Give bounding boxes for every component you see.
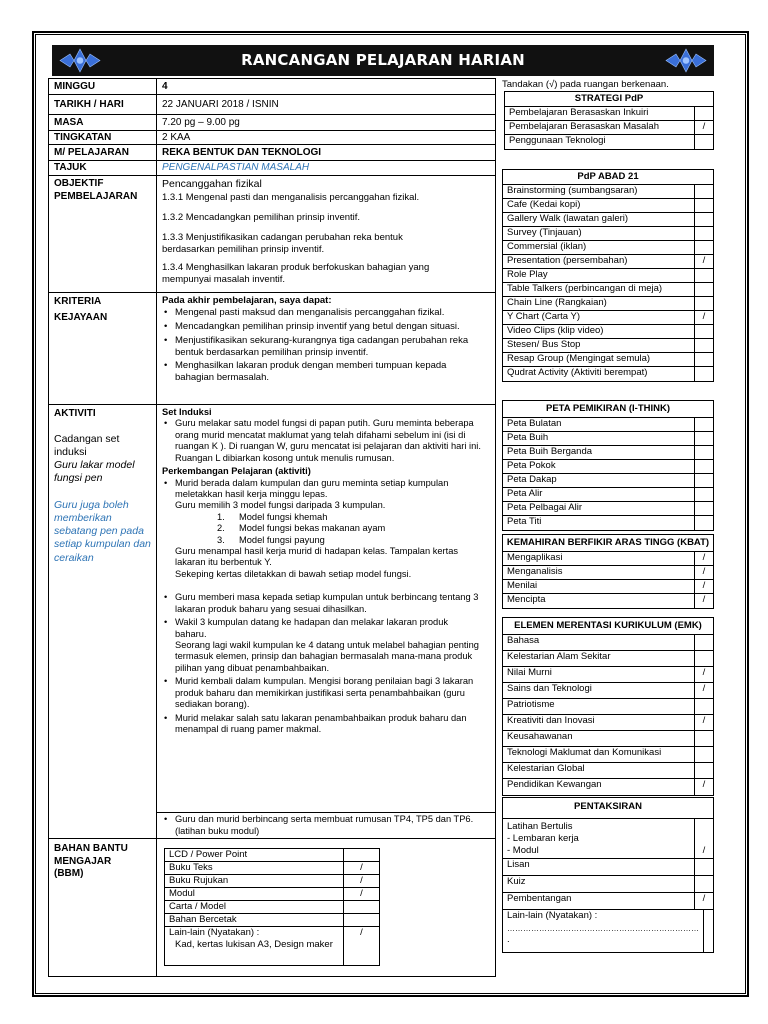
activity-text: Seorang lagi wakil kumpulan ke 4 datang untuk melabel bahagian penting termasuk elemen, prinsip dan bahagian bermasalah mana-mana produk pilihan yang dibuat penambahbaikan.	[175, 640, 479, 673]
ithink-title: PETA PEMIKIRAN (I-THINK)	[503, 401, 713, 418]
emk-mark	[695, 763, 713, 778]
emk-item: Nilai Murni	[503, 667, 695, 682]
label-bbm-1: BAHAN BANTU	[54, 843, 128, 854]
kbat-mark: /	[702, 565, 706, 577]
bbm-mark	[344, 914, 379, 926]
abad21-mark	[695, 325, 713, 338]
ithink-mark	[695, 418, 713, 431]
label-objektif-2: PEMBELAJARAN	[54, 190, 138, 202]
value-minggu: 4	[162, 81, 168, 92]
value-tarikh: 22 JANUARI 2018 / ISNIN	[162, 99, 279, 110]
cadangan-italic: Guru lakar model fungsi pen	[54, 458, 135, 484]
ithink-row	[503, 460, 713, 474]
ithink-mark	[695, 432, 713, 445]
ithink-mark	[695, 516, 713, 530]
label-bbm-2: MENGAJAR	[54, 855, 112, 867]
bbm-mark: /	[360, 927, 363, 938]
kbat-row	[503, 580, 713, 594]
bbm-lain-label: Lain-lain (Nyatakan) :	[169, 927, 260, 938]
abad21-mark	[695, 353, 713, 366]
abad21-mark	[695, 367, 713, 381]
model-list	[175, 512, 482, 546]
ithink-item: Peta Bulatan	[503, 418, 695, 431]
abad21-row	[503, 241, 713, 255]
bbm-item: Buku Rujukan	[165, 875, 344, 887]
label-bbm-3: (BBM)	[54, 868, 84, 879]
bbm-item: Bahan Bercetak	[165, 914, 344, 926]
emk-mark: /	[702, 714, 706, 726]
label-bbm	[49, 839, 157, 976]
abad21-item: Chain Line (Rangkaian)	[503, 297, 695, 310]
kbat-item: Menganalisis	[503, 566, 695, 579]
abad21-row	[503, 283, 713, 297]
abad21-row	[503, 297, 713, 311]
bbm-row	[165, 901, 379, 914]
emk-title: ELEMEN MERENTASI KURIKULUM (EMK)	[503, 618, 713, 635]
pentaksiran-title: PENTAKSIRAN	[503, 798, 713, 819]
pentaksiran-mark	[695, 876, 713, 892]
pentaksiran-row	[503, 876, 713, 893]
page-title: RANCANGAN PELAJARAN HARIAN	[241, 51, 525, 70]
label-aktiviti-title: AKTIVITI	[54, 408, 96, 419]
value-masa: 7.20 pg – 9.00 pg	[162, 117, 240, 128]
emk-row	[503, 651, 713, 667]
perkembangan-heading: Perkembangan Pelajaran (aktiviti)	[162, 466, 311, 477]
kbat-row	[503, 552, 713, 566]
model-number: 3.	[217, 534, 225, 545]
activity-text: • Wakil 3 kumpulan datang ke hadapan dan melakar lakaran produk baharu.	[175, 617, 449, 639]
abad21-row	[503, 269, 713, 283]
ithink-row	[503, 418, 713, 432]
emk-row	[503, 667, 713, 683]
label-minggu: MINGGU	[49, 79, 157, 94]
ithink-row	[503, 432, 713, 446]
pentaksiran-item: Pembentangan	[503, 893, 695, 909]
activity-text: Guru memilih 3 model fungsi daripada 3 kumpulan.	[175, 500, 386, 511]
value-tajuk: PENGENALPASTIAN MASALAH	[162, 162, 310, 173]
abad21-item: Stesen/ Bus Stop	[503, 339, 695, 352]
label-tajuk: TAJUK	[49, 161, 157, 175]
label-tarikh: TARIKH / HARI	[49, 95, 157, 114]
emk-mark: /	[702, 778, 706, 790]
kbat-mark: /	[702, 593, 706, 605]
emk-item: Patriotisme	[503, 699, 695, 714]
pentaksiran-row	[503, 893, 713, 910]
ithink-item: Peta Buih	[503, 432, 695, 445]
label-kriteria	[49, 293, 157, 404]
row-objektif	[49, 176, 495, 293]
strategi-title: STRATEGI PdP	[505, 92, 713, 107]
abad21-row	[503, 199, 713, 213]
label-objektif	[49, 176, 157, 292]
bbm-item: LCD / Power Point	[165, 849, 344, 861]
set-induksi-heading: Set Induksi	[162, 407, 212, 417]
lain-dot: .	[507, 933, 510, 945]
bbm-item: Modul	[165, 888, 344, 900]
abad21-item: Y Chart (Carta Y)	[503, 311, 695, 324]
emk-mark	[695, 747, 713, 762]
bbm-mark: /	[360, 875, 363, 886]
ithink-mark	[695, 488, 713, 501]
row-masa	[49, 115, 495, 131]
instruction-note: Tandakan (√) pada ruangan berkenaan.	[502, 79, 669, 90]
strategi-mark	[695, 107, 713, 120]
lesson-table	[48, 78, 496, 977]
kriteria-content	[157, 293, 495, 404]
emk-item: Bahasa	[503, 635, 695, 650]
ithink-item: Peta Buih Berganda	[503, 446, 695, 459]
strategi-mark: /	[702, 120, 706, 132]
kbat-item: Mencipta	[503, 594, 695, 608]
pentaksiran-table	[502, 797, 714, 953]
abad21-item: Table Talkers (perbincangan di meja)	[503, 283, 695, 296]
row-tajuk	[49, 161, 495, 176]
model-label: Model fungsi payung	[239, 534, 325, 545]
abad21-mark	[695, 199, 713, 212]
model-item	[217, 523, 482, 534]
abad21-mark	[695, 283, 713, 296]
pentaksiran-mark: /	[702, 845, 706, 856]
ithink-row	[503, 474, 713, 488]
ithink-table	[502, 400, 714, 531]
ornament-icon	[662, 47, 710, 74]
kbat-item: Menilai	[503, 580, 695, 593]
abad21-item: Brainstorming (sumbangsaran)	[503, 185, 695, 198]
value-tingkatan: 2 KAA	[162, 132, 191, 143]
abad21-item: Survey (Tinjauan)	[503, 227, 695, 240]
strategi-mark	[695, 135, 713, 149]
pentaksiran-row	[503, 819, 713, 859]
abad21-item: Commersial (iklan)	[503, 241, 695, 254]
pentaksiran-mark: /	[702, 892, 706, 904]
abad21-mark	[695, 227, 713, 240]
abad21-row	[503, 353, 713, 367]
activity-item	[162, 617, 482, 674]
abad21-item: Role Play	[503, 269, 695, 282]
bbm-lain	[165, 927, 344, 965]
kbat-row	[503, 566, 713, 580]
kriteria-heading: Pada akhir pembelajaran, saya dapat:	[162, 295, 332, 306]
emk-row	[503, 763, 713, 779]
emk-table	[502, 617, 714, 796]
kbat-title: KEMAHIRAN BERFIKIR ARAS TINGG (KBAT)	[503, 535, 713, 552]
ithink-mark	[695, 446, 713, 459]
emk-item: Teknologi Maklumat dan Komunikasi	[503, 747, 695, 762]
abad21-table	[502, 169, 714, 382]
abad21-row	[503, 227, 713, 241]
row-tarikh	[49, 95, 495, 115]
lain-label: Lain-lain (Nyatakan) :	[507, 909, 598, 921]
bbm-table	[164, 848, 380, 966]
emk-item: Kreativiti dan Inovasi	[503, 715, 695, 730]
bbm-row	[165, 914, 379, 927]
kriteria-item: • Menghasilkan lakaran produk dengan memberi tumpuan kepada bahagian bermasalah.	[162, 360, 480, 384]
abad21-mark	[695, 185, 713, 198]
abad21-row	[503, 185, 713, 199]
model-item	[217, 512, 482, 523]
abad21-row	[503, 311, 713, 325]
abad21-item: Presentation (persembahan)	[503, 255, 695, 268]
emk-mark	[695, 731, 713, 746]
emk-row	[503, 747, 713, 763]
emk-item: Keusahawanan	[503, 731, 695, 746]
emk-row	[503, 635, 713, 651]
strategi-row	[505, 107, 713, 121]
label-masa: MASA	[49, 115, 157, 130]
activity-item: • Murid melakar salah satu lakaran penambahbaikan produk baharu dan menampal di ruang pamer makmal.	[162, 713, 482, 736]
emk-row	[503, 699, 713, 715]
aktiviti-content	[157, 405, 495, 838]
ornament-icon	[56, 47, 104, 74]
strategi-table	[504, 91, 714, 150]
activity-text: Sekeping kertas diletakkan di bawah setiap model fungsi.	[175, 568, 412, 579]
latihan-label: Latihan Bertulis	[507, 820, 573, 832]
kbat-mark: /	[702, 579, 706, 591]
ithink-item: Peta Dakap	[503, 474, 695, 487]
kbat-table	[502, 534, 714, 609]
objektif-item: 1.3.3 Menjustifikasikan cadangan perubahan reka bentuk berdasarkan pemilihan prinsip inventif.	[162, 231, 403, 255]
abad21-mark: /	[702, 310, 706, 322]
title-bar	[52, 45, 714, 76]
latihan-cell	[503, 819, 695, 858]
emk-item: Pendidikan Kewangan	[503, 779, 695, 795]
emk-mark	[695, 635, 713, 650]
label-kriteria-1: KRITERIA	[54, 296, 102, 307]
emk-row	[503, 779, 713, 795]
bbm-row	[165, 927, 379, 965]
activity-text: Guru menampal hasil kerja murid di hadapan kelas. Tampalan kertas lakaran itu berbentuk Y.	[175, 546, 459, 568]
bbm-row	[165, 849, 379, 862]
abad21-mark	[695, 213, 713, 226]
bbm-mark: /	[360, 862, 363, 873]
abad21-item: Cafe (Kedai kopi)	[503, 199, 695, 212]
pentaksiran-item: Kuiz	[503, 876, 695, 892]
abad21-item: Gallery Walk (lawatan galeri)	[503, 213, 695, 226]
abad21-mark	[695, 339, 713, 352]
model-number: 1.	[217, 511, 225, 522]
ithink-row	[503, 502, 713, 516]
ithink-mark	[695, 502, 713, 515]
bbm-row	[165, 888, 379, 901]
emk-item: Sains dan Teknologi	[503, 683, 695, 698]
label-tingkatan: TINGKATAN	[49, 131, 157, 144]
objektif-item: 1.3.1 Mengenal pasti dan menganalisis percanggahan fizikal.	[162, 192, 420, 204]
ithink-row	[503, 516, 713, 530]
row-pelajaran	[49, 145, 495, 161]
emk-mark: /	[702, 682, 706, 694]
emk-mark: /	[702, 666, 706, 678]
model-item	[217, 535, 482, 546]
abad21-mark: /	[702, 254, 706, 266]
abad21-item: Resap Group (Mengingat semula)	[503, 353, 695, 366]
row-aktiviti	[49, 405, 495, 839]
label-pelajaran: M/ PELAJARAN	[49, 145, 157, 160]
bbm-row	[165, 875, 379, 888]
activity-item	[162, 478, 482, 581]
abad21-mark	[695, 269, 713, 282]
objektif-content	[157, 176, 495, 292]
ithink-row	[503, 446, 713, 460]
strategi-row	[505, 135, 713, 149]
teacher-note: Guru juga boleh memberikan sebatang pen pada setiap kumpulan dan ceraikan	[54, 499, 151, 564]
abad21-row	[503, 367, 713, 381]
row-tingkatan	[49, 131, 495, 145]
activity-item: • Guru dan murid berbincang serta membuat rumusan TP4, TP5 dan TP6. (latihan buku modul)	[162, 814, 487, 837]
summary-row	[157, 812, 495, 839]
pentaksiran-row	[503, 859, 713, 876]
bbm-mark: /	[360, 888, 363, 899]
abad21-row	[503, 325, 713, 339]
ithink-mark	[695, 474, 713, 487]
activity-item: • Murid kembali dalam kumpulan. Mengisi borang penilaian bagi 3 lakaran produk baharu dan memikirkan justifikasi serta penambahbaikan (guru sediakan borang).	[162, 676, 482, 710]
kriteria-item: • Menjustifikasikan sekurang-kurangnya tiga cadangan perubahan reka bentuk berdasarkan pemilihan prinsip inventif.	[162, 335, 480, 359]
emk-row	[503, 715, 713, 731]
ithink-item: Peta Alir	[503, 488, 695, 501]
ithink-row	[503, 488, 713, 502]
bbm-row	[165, 862, 379, 875]
emk-row	[503, 731, 713, 747]
value-pelajaran: REKA BENTUK DAN TEKNOLOGI	[162, 147, 322, 158]
abad21-item: Qudrat Activity (Aktiviti berempat)	[503, 367, 695, 381]
abad21-mark	[695, 297, 713, 310]
row-minggu	[49, 79, 495, 95]
kriteria-item: • Mencadangkan pemilihan prinsip inventif yang betul dengan situasi.	[162, 321, 480, 333]
activity-item: • Guru memberi masa kepada setiap kumpulan untuk berbincang tentang 3 lakaran produk baharu yang sesuai dihasilkan.	[162, 592, 482, 615]
abad21-title: PdP ABAD 21	[503, 170, 713, 185]
kbat-mark: /	[702, 551, 706, 563]
abad21-item: Video Clips (klip video)	[503, 325, 695, 338]
cadangan-text: Cadangan set induksi	[54, 432, 120, 458]
row-kriteria	[49, 293, 495, 405]
modul-label: - Modul	[507, 844, 539, 856]
pentaksiran-row	[503, 910, 713, 952]
kbat-row	[503, 594, 713, 608]
lembaran-label: - Lembaran kerja	[507, 832, 579, 844]
bbm-item: Carta / Model	[165, 901, 344, 913]
kbat-item: Mengaplikasi	[503, 552, 695, 565]
strategi-item: Penggunaan Teknologi	[505, 135, 695, 149]
ithink-mark	[695, 460, 713, 473]
abad21-row	[503, 213, 713, 227]
objektif-item: 1.3.2 Mencadangkan pemilihan prinsip inventif.	[162, 212, 361, 223]
emk-item: Kelestarian Global	[503, 763, 695, 778]
activity-text: • Murid berada dalam kumpulan dan guru meminta setiap kumpulan meletakkan hasil kerja minggu lepas.	[175, 477, 449, 499]
bbm-mark	[344, 849, 379, 861]
emk-row	[503, 683, 713, 699]
label-objektif-1: OBJEKTIF	[54, 178, 104, 189]
objektif-item: 1.3.4 Menghasilkan lakaran produk berfokuskan bahagian yang mempunyai masalah inventif.	[162, 261, 430, 285]
bbm-lain-value: Kad, kertas lukisan A3, Design maker	[175, 938, 333, 950]
model-label: Model fungsi bekas makanan ayam	[239, 523, 386, 534]
strategi-item: Pembelajaran Berasaskan Inkuiri	[505, 107, 695, 120]
emk-mark	[695, 651, 713, 666]
label-kriteria-2: KEJAYAAN	[54, 311, 108, 323]
strategi-row	[505, 121, 713, 135]
bbm-item: Buku Teks	[165, 862, 344, 874]
objektif-heading: Pencanggahan fizikal	[162, 178, 262, 190]
model-label: Model fungsi khemah	[239, 511, 328, 522]
ithink-item: Peta Pokok	[503, 460, 695, 473]
label-aktiviti	[49, 405, 157, 838]
emk-item: Kelestarian Alam Sekitar	[503, 651, 695, 666]
lain-cell	[503, 910, 704, 952]
abad21-row	[503, 255, 713, 269]
strategi-item: Pembelajaran Berasaskan Masalah	[505, 121, 695, 134]
lain-dots: ………………………………………………………………	[507, 923, 699, 933]
abad21-mark	[695, 241, 713, 254]
ithink-item: Peta Pelbagai Alir	[503, 502, 695, 515]
ithink-item: Peta Titi	[503, 516, 695, 530]
emk-mark	[695, 699, 713, 714]
pentaksiran-mark	[695, 859, 713, 875]
set-induksi-text: • Guru melakar satu model fungsi di papan putih. Guru meminta beberapa orang murid mencatat maklumat yang telah difahami sebelum ini (isi di ruangan K ). Di ruangan W, guru mencatat isi pelajaran dan aktiviti hari ini. Ruangan L dibiarkan kosong untuk menulis rumusan.	[162, 418, 482, 464]
kriteria-item: • Mengenal pasti maksud dan menganalisis percanggahan fizikal.	[162, 307, 480, 319]
bbm-mark	[344, 901, 379, 913]
abad21-row	[503, 339, 713, 353]
model-number: 2.	[217, 523, 225, 534]
pentaksiran-item: Lisan	[503, 859, 695, 875]
